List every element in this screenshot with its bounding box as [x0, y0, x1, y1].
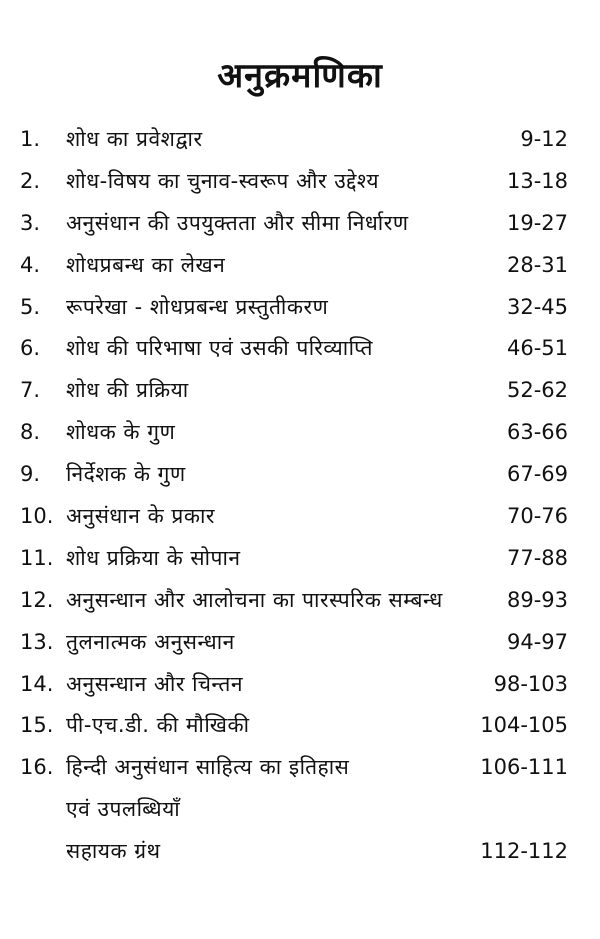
entry-number: 3.: [20, 210, 41, 235]
entry-number: 5.: [20, 294, 41, 319]
entry-title: निर्देशक के गुण: [66, 462, 186, 487]
entry-pages: 94-97: [506, 629, 568, 654]
toc-row: [0, 161, 600, 203]
toc-row: [0, 831, 600, 873]
toc-row: [0, 789, 600, 831]
entry-number: 13.: [20, 629, 54, 654]
entry-pages: 13-18: [506, 168, 568, 193]
toc-row: [0, 412, 600, 454]
toc-row: [0, 328, 600, 370]
entry-title: शोध का प्रवेशद्वार: [66, 127, 203, 151]
entry-pages: 89-93: [506, 587, 568, 612]
entry-pages: 67-69: [506, 462, 568, 487]
entry-number: 9.: [20, 462, 41, 487]
entry-title: सहायक ग्रंथ: [66, 839, 161, 864]
toc-row: [0, 454, 600, 496]
toc-row: [0, 496, 600, 538]
entry-title: अनुसन्धान और चिन्तन: [66, 671, 244, 696]
entry-title: शोधप्रबन्ध का लेखन: [66, 252, 226, 277]
entry-title: शोध की प्रक्रिया: [66, 378, 189, 403]
entry-title: एवं उपलब्धियाँ: [66, 797, 181, 822]
toc-row: [0, 580, 600, 622]
toc-row: [0, 664, 600, 706]
entry-title: अनुसंधान के प्रकार: [66, 504, 215, 529]
entry-pages: 70-76: [506, 504, 568, 529]
entry-pages: 28-31: [506, 252, 568, 277]
entry-number: 14.: [20, 671, 54, 696]
entry-pages: 32-45: [506, 294, 568, 319]
entry-pages: 9-12: [520, 127, 568, 151]
entry-title: शोध प्रक्रिया के सोपान: [66, 545, 241, 570]
entry-number: 6.: [20, 336, 41, 361]
entry-pages: 77-88: [506, 545, 568, 570]
entry-title: पी-एच.डी. की मौखिकी: [66, 713, 250, 738]
entry-number: 8.: [20, 420, 41, 445]
entry-title: अनुसन्धान और आलोचना का पारस्परिक सम्बन्ध: [66, 587, 443, 612]
entry-pages: 46-51: [506, 336, 568, 361]
entry-pages: 52-62: [506, 378, 568, 403]
entry-title: रूपरेखा - शोधप्रबन्ध प्रस्तुतीकरण: [66, 294, 329, 319]
toc-row: [0, 538, 600, 580]
entry-number: 16.: [20, 755, 54, 780]
entry-title: शोध की परिभाषा एवं उसकी परिव्याप्ति: [66, 336, 374, 361]
entry-title: शोधक के गुण: [66, 420, 176, 445]
entry-number: 15.: [20, 713, 54, 738]
toc-row: [0, 370, 600, 412]
entry-number: 4.: [20, 252, 41, 277]
entry-number: 10.: [20, 504, 54, 529]
toc-row: [0, 622, 600, 664]
entry-pages: 104-105: [480, 713, 568, 738]
entry-number: 11.: [20, 545, 54, 570]
entry-pages: 63-66: [506, 420, 568, 445]
entry-pages: 98-103: [493, 671, 568, 696]
entry-title: अनुसंधान की उपयुक्तता और सीमा निर्धारण: [66, 210, 409, 235]
entry-pages: 112-112: [480, 839, 568, 864]
entry-number: 7.: [20, 378, 41, 403]
entry-number: 1.: [20, 127, 41, 151]
entry-number: 12.: [20, 587, 54, 612]
entry-number: 2.: [20, 168, 41, 193]
entry-pages: 19-27: [506, 210, 568, 235]
entry-title: हिन्दी अनुसंधान साहित्य का इतिहास: [66, 755, 350, 780]
table-of-contents: [0, 119, 600, 873]
toc-row: [0, 705, 600, 747]
entry-pages: 106-111: [480, 755, 568, 780]
toc-row: [0, 747, 600, 789]
toc-row: [0, 203, 600, 245]
toc-row: [0, 245, 600, 287]
entry-title: शोध-विषय का चुनाव-स्वरूप और उद्देश्य: [66, 168, 380, 193]
page-title: अनुक्रमणिका: [217, 56, 383, 96]
toc-row: [0, 287, 600, 329]
entry-title: तुलनात्मक अनुसन्धान: [66, 629, 235, 654]
toc-row: [0, 119, 600, 161]
